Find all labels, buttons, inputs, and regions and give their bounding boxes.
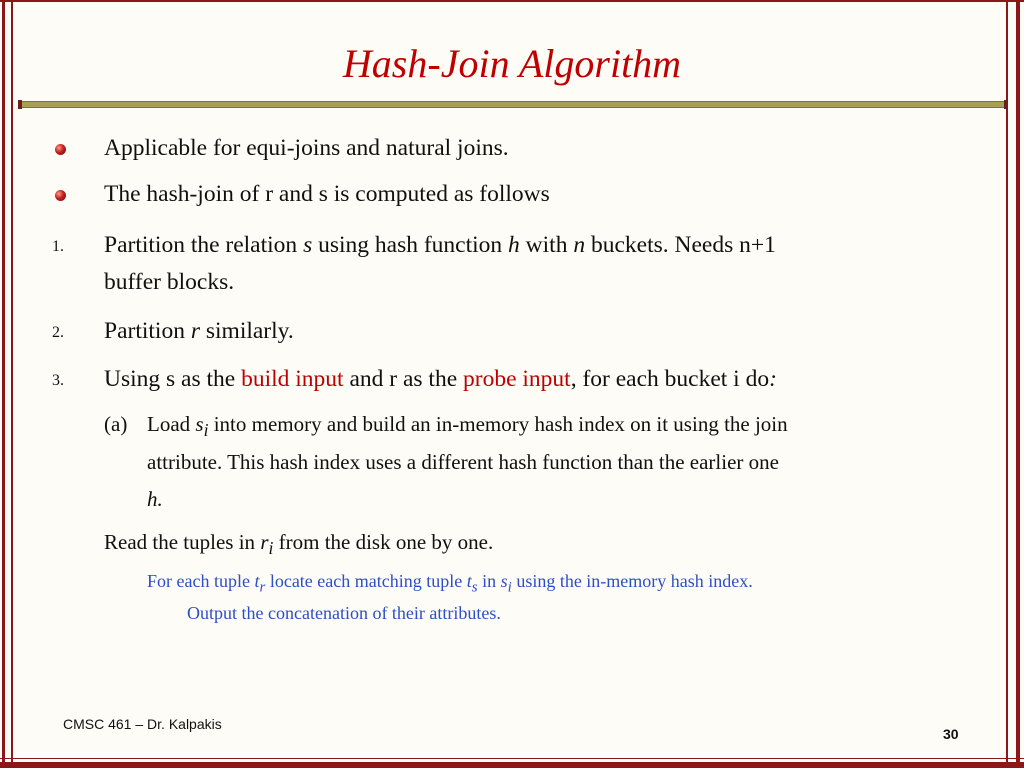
for-each-tuple-line: For each tuple $t_r$ locate each matching tuple $t_s$ in $s_i$ using the in-memory hash index. <box>147 571 753 596</box>
bullet-dot-icon <box>55 144 66 155</box>
frame-right-outer-border <box>1016 0 1020 768</box>
frame-right-inner-border <box>1006 0 1008 768</box>
frame-bottom-border <box>0 762 1024 768</box>
substep-label: (a) <box>104 412 128 436</box>
probe-input-term: probe input <box>463 366 571 392</box>
step-1-line-2: buffer blocks. <box>104 269 235 295</box>
divider-right-cap <box>1004 100 1008 109</box>
step-number: 2. <box>52 324 64 341</box>
substep-line-3: h. <box>147 487 163 511</box>
build-input-term: build input <box>241 366 344 392</box>
read-tuples-line: Read the tuples in $r_i$ from the disk one by one. <box>104 530 494 559</box>
frame-bottom-inner-border <box>0 758 1024 759</box>
bullet-dot-icon <box>55 190 66 201</box>
step-number: 3. <box>52 372 64 389</box>
frame-top-border <box>0 0 1024 2</box>
divider-left-cap <box>18 100 22 109</box>
step-1-line-1: Partition the relation s using hash function h with n buckets. Needs n+1 <box>104 232 776 258</box>
step-2-text: Partition r similarly. <box>104 318 294 344</box>
step-3-text: Using s as the build input and r as the probe input, for each bucket i do: <box>104 366 777 392</box>
frame-left-inner-border <box>11 0 13 768</box>
step-number: 1. <box>52 238 64 255</box>
footer-course: CMSC 461 – Dr. Kalpakis <box>63 716 222 732</box>
title-divider <box>20 101 1006 108</box>
slide-title: Hash-Join Algorithm <box>342 41 682 86</box>
substep-line-1: Load $s_i$ into memory and build an in-memory hash index on it using the join <box>147 412 788 441</box>
substep-line-2: attribute. This hash index uses a different hash function than the earlier one <box>147 450 779 474</box>
bullet-text: The hash-join of r and s is computed as follows <box>104 181 550 207</box>
bullet-text: Applicable for equi-joins and natural joins. <box>104 135 509 161</box>
output-concatenation-line: Output the concatenation of their attributes. <box>187 603 501 623</box>
frame-left-outer-border <box>2 0 5 768</box>
page-number: 30 <box>943 726 959 742</box>
